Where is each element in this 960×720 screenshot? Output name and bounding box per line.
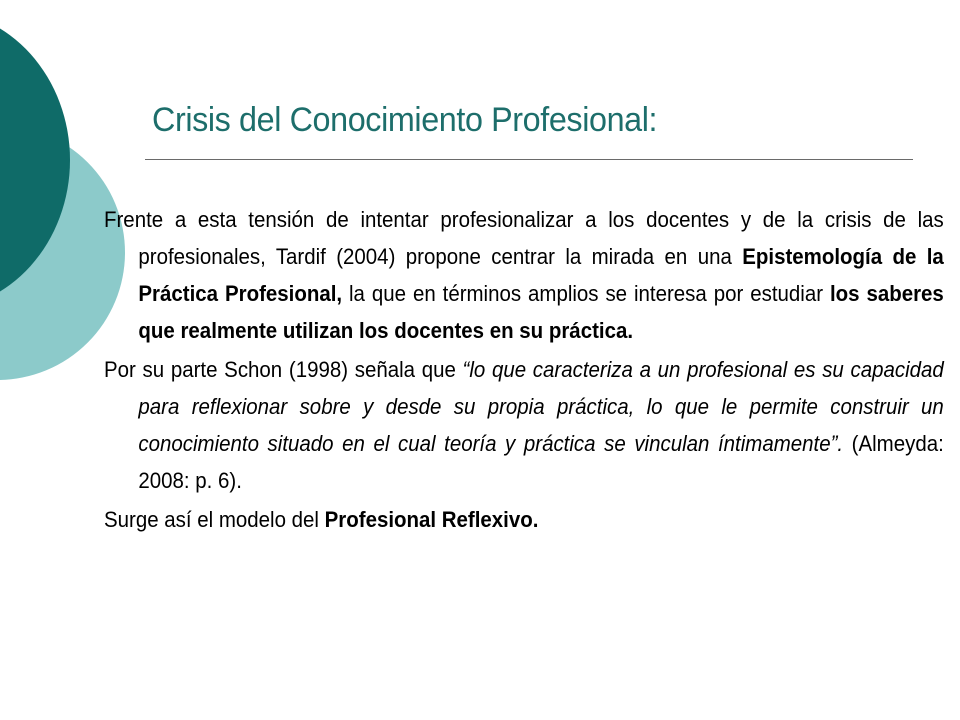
paragraph-tardif-text-a: Frente a esta tensión de intentar profesionalizar a los docentes y de la crisis de las profesionales, Tardif (2004) propone centrar la mirada en una: [104, 207, 944, 269]
paragraph-tardif-text-c: la que en términos amplios se interesa por estudiar: [342, 281, 830, 306]
title-underline-divider: [145, 159, 913, 160]
paragraph-conclusion-text: Surge así el modelo del: [104, 507, 325, 532]
paragraph-conclusion: [104, 501, 944, 538]
paragraph-schon-quote: “lo que caracteriza a un profesional es su capacidad para reflexionar sobre y desde su propia práctica, lo que le permite construir un conocimiento situado en el cual teoría y práctica se vinculan íntimamente”.: [138, 357, 944, 456]
paragraph-schon-citation: (Almeyda: 2008: p. 6).: [138, 431, 944, 493]
paragraph-schon-text-a: Por su parte Schon (1998) señala que: [104, 357, 463, 382]
paragraph-schon: [104, 351, 944, 499]
slide-body: [104, 201, 944, 538]
paragraph-tardif: [104, 201, 944, 349]
paragraph-tardif-bold-saberes: los saberes que realmente utilizan los docentes en su práctica.: [138, 281, 944, 343]
slide-title: Crisis del Conocimiento Profesional:: [152, 101, 658, 139]
paragraph-tardif-bold-epistemologia: Epistemología de la Práctica Profesional,: [138, 244, 944, 306]
paragraph-conclusion-bold-profesional-reflexivo: Profesional Reflexivo.: [324, 507, 539, 532]
